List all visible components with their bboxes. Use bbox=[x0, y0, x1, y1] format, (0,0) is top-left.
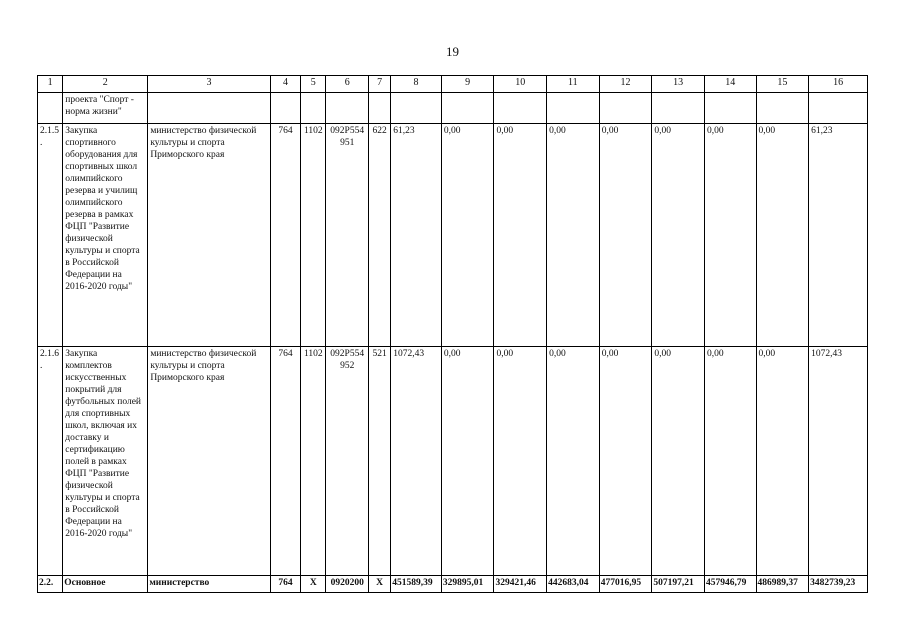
row-c6: 092P554 951 bbox=[326, 124, 369, 347]
row-c4: 764 bbox=[270, 576, 300, 593]
row-value: 486989,37 bbox=[756, 576, 809, 593]
row-value: 0,00 bbox=[547, 124, 600, 347]
row-c4: 764 bbox=[270, 124, 300, 347]
row-value bbox=[547, 93, 600, 124]
row-org: министерство физической культуры и спорта Приморского края bbox=[148, 124, 270, 347]
row-id bbox=[38, 93, 63, 124]
page-number: 19 bbox=[446, 44, 459, 59]
row-value: 0,00 bbox=[756, 347, 809, 576]
row-value: 0,00 bbox=[494, 347, 547, 576]
row-value: 451589,39 bbox=[391, 576, 442, 593]
row-value bbox=[599, 93, 652, 124]
header-cell: 11 bbox=[547, 76, 600, 93]
row-name: Основное bbox=[63, 576, 148, 593]
row-value: 0,00 bbox=[704, 347, 756, 576]
header-cell: 8 bbox=[391, 76, 442, 93]
header-cell: 5 bbox=[301, 76, 326, 93]
row-c4 bbox=[270, 93, 300, 124]
row-c4: 764 bbox=[270, 347, 300, 576]
row-value: 329421,46 bbox=[494, 576, 547, 593]
row-name: Закупка комплектов искусственных покрытий для футбольных полей для спортивных школ, включая их доставку и сертификацию полей в рамках ФЦП "Развитие физической культуры и спорта в Российской Федерации на 2016-2020 годы" bbox=[63, 347, 148, 576]
row-c5: 1102 bbox=[301, 347, 326, 576]
row-name: проекта "Спорт - норма жизни" bbox=[63, 93, 148, 124]
header-cell: 10 bbox=[494, 76, 547, 93]
row-c5: X bbox=[301, 576, 326, 593]
row-c7: 521 bbox=[368, 347, 390, 576]
header-cell: 16 bbox=[809, 76, 868, 93]
table-row bbox=[38, 124, 868, 347]
row-value: 1072,43 bbox=[391, 347, 442, 576]
row-value: 0,00 bbox=[599, 124, 652, 347]
row-value: 0,00 bbox=[652, 347, 705, 576]
row-value: 1072,43 bbox=[809, 347, 868, 576]
row-value bbox=[809, 93, 868, 124]
row-value: 0,00 bbox=[441, 347, 494, 576]
table-row bbox=[38, 576, 868, 593]
row-value: 0,00 bbox=[599, 347, 652, 576]
row-value: 329895,01 bbox=[441, 576, 494, 593]
header-cell: 3 bbox=[148, 76, 270, 93]
row-org bbox=[148, 93, 270, 124]
row-c5 bbox=[301, 93, 326, 124]
row-value: 61,23 bbox=[809, 124, 868, 347]
row-org: министерство физической культуры и спорта Приморского края bbox=[148, 347, 270, 576]
row-value bbox=[652, 93, 705, 124]
header-cell: 12 bbox=[599, 76, 652, 93]
row-value bbox=[756, 93, 809, 124]
row-value: 442683,04 bbox=[547, 576, 600, 593]
row-value: 0,00 bbox=[704, 124, 756, 347]
row-c6: 092P554 952 bbox=[326, 347, 369, 576]
table-row bbox=[38, 347, 868, 576]
row-value: 457946,79 bbox=[704, 576, 756, 593]
header-cell: 9 bbox=[441, 76, 494, 93]
row-name: Закупка спортивного оборудования для спортивных школ олимпийского резерва и училищ олимпийского резерва в рамках ФЦП "Развитие физической культуры и спорта в Российской Федерации на 2016-2020 годы" bbox=[63, 124, 148, 347]
row-value: 0,00 bbox=[547, 347, 600, 576]
row-value bbox=[704, 93, 756, 124]
row-value bbox=[441, 93, 494, 124]
row-value: 61,23 bbox=[391, 124, 442, 347]
row-value: 0,00 bbox=[494, 124, 547, 347]
row-value: 0,00 bbox=[756, 124, 809, 347]
row-org: министерство bbox=[148, 576, 270, 593]
row-id: 2.1.6 . bbox=[38, 347, 63, 576]
header-cell: 1 bbox=[38, 76, 63, 93]
row-id: 2.2. bbox=[38, 576, 63, 593]
row-value: 0,00 bbox=[441, 124, 494, 347]
row-c7 bbox=[368, 93, 390, 124]
header-cell: 15 bbox=[756, 76, 809, 93]
row-value bbox=[391, 93, 442, 124]
row-value: 507197,21 bbox=[652, 576, 705, 593]
header-cell: 6 bbox=[326, 76, 369, 93]
row-value: 3482739,23 bbox=[809, 576, 868, 593]
header-cell: 7 bbox=[368, 76, 390, 93]
table-row bbox=[38, 93, 868, 124]
row-c7: 622 bbox=[368, 124, 390, 347]
row-c7: X bbox=[368, 576, 390, 593]
header-cell: 4 bbox=[270, 76, 300, 93]
row-c5: 1102 bbox=[301, 124, 326, 347]
header-cell: 2 bbox=[63, 76, 148, 93]
row-value: 477016,95 bbox=[599, 576, 652, 593]
row-value: 0,00 bbox=[652, 124, 705, 347]
header-row bbox=[38, 76, 868, 93]
budget-table bbox=[37, 75, 868, 593]
header-cell: 14 bbox=[704, 76, 756, 93]
row-id: 2.1.5 . bbox=[38, 124, 63, 347]
row-c6 bbox=[326, 93, 369, 124]
header-cell: 13 bbox=[652, 76, 705, 93]
row-value bbox=[494, 93, 547, 124]
row-c6: 0920200 bbox=[326, 576, 369, 593]
